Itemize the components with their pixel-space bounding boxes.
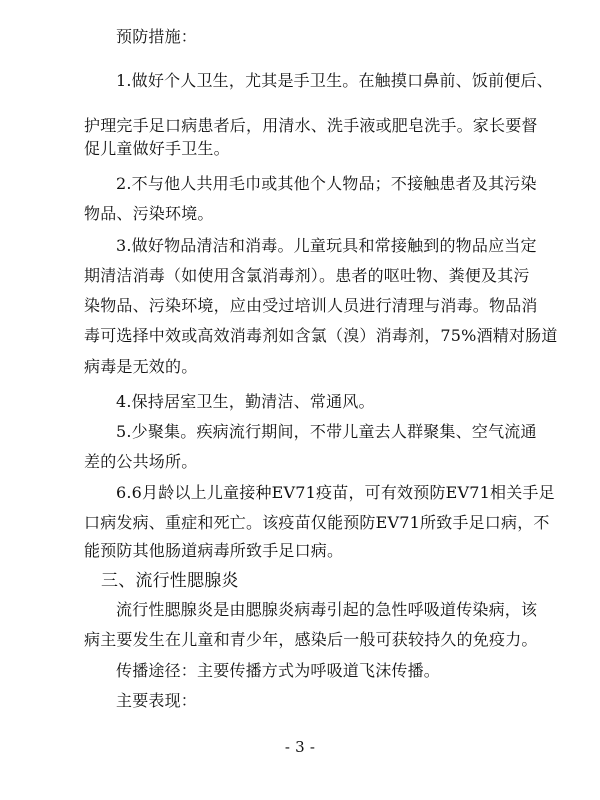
measure-3-line-3: 染物品、污染环境，应由受过培训人员进行清理与消毒。物品消 <box>84 296 538 315</box>
measure-3-line-1: 3.做好物品清洁和消毒。儿童玩具和常接触到的物品应当定 <box>116 236 537 255</box>
measure-6-line-1: 6.6月龄以上儿童接种EV71疫苗，可有效预防EV71相关手足 <box>116 483 555 502</box>
mumps-intro-line-2: 病主要发生在儿童和青少年，感染后一般可获较持久的免疫力。 <box>84 630 538 649</box>
measure-5-line-2: 差的公共场所。 <box>84 452 198 471</box>
section-heading-mumps: 三、流行性腮腺炎 <box>101 571 239 591</box>
measure-2-line-1: 2.不与他人共用毛巾或其他个人物品；不接触患者及其污染 <box>116 174 537 193</box>
measure-1-line-2: 护理完手足口病患者后，用清水、洗手液或肥皂洗手。家长要督 <box>84 116 538 135</box>
measure-2-line-2: 物品、污染环境。 <box>84 204 214 223</box>
measure-4-line-1: 4.保持居室卫生，勤清洁、常通风。 <box>116 392 375 411</box>
precautions-label: 预防措施： <box>116 27 198 46</box>
measure-1-line-1: 1.做好个人卫生，尤其是手卫生。在触摸口鼻前、饭前便后、 <box>116 71 553 90</box>
measure-5-line-1: 5.少聚集。疾病流行期间，不带儿童去人群聚集、空气流通 <box>116 422 537 441</box>
transmission-route: 传播途径：主要传播方式为呼吸道飞沫传播。 <box>116 661 441 680</box>
page-number: - 3 - <box>284 738 316 756</box>
measure-1-line-3: 促儿童做好手卫生。 <box>84 139 230 158</box>
measure-3-line-5: 病毒是无效的。 <box>84 357 198 376</box>
main-symptoms-label: 主要表现： <box>116 691 198 710</box>
measure-6-line-3: 能预防其他肠道病毒所致手足口病。 <box>84 541 344 560</box>
measure-6-line-2: 口病发病、重症和死亡。该疫苗仅能预防EV71所致手足口病，不 <box>84 513 550 532</box>
mumps-intro-line-1: 流行性腮腺炎是由腮腺炎病毒引起的急性呼吸道传染病，该 <box>116 600 538 619</box>
measure-3-line-4: 毒可选择中效或高效消毒剂如含氯（溴）消毒剂，75%酒精对肠道 <box>84 326 558 345</box>
measure-3-line-2: 期清洁消毒（如使用含氯消毒剂）。患者的呕吐物、粪便及其污 <box>84 266 530 285</box>
